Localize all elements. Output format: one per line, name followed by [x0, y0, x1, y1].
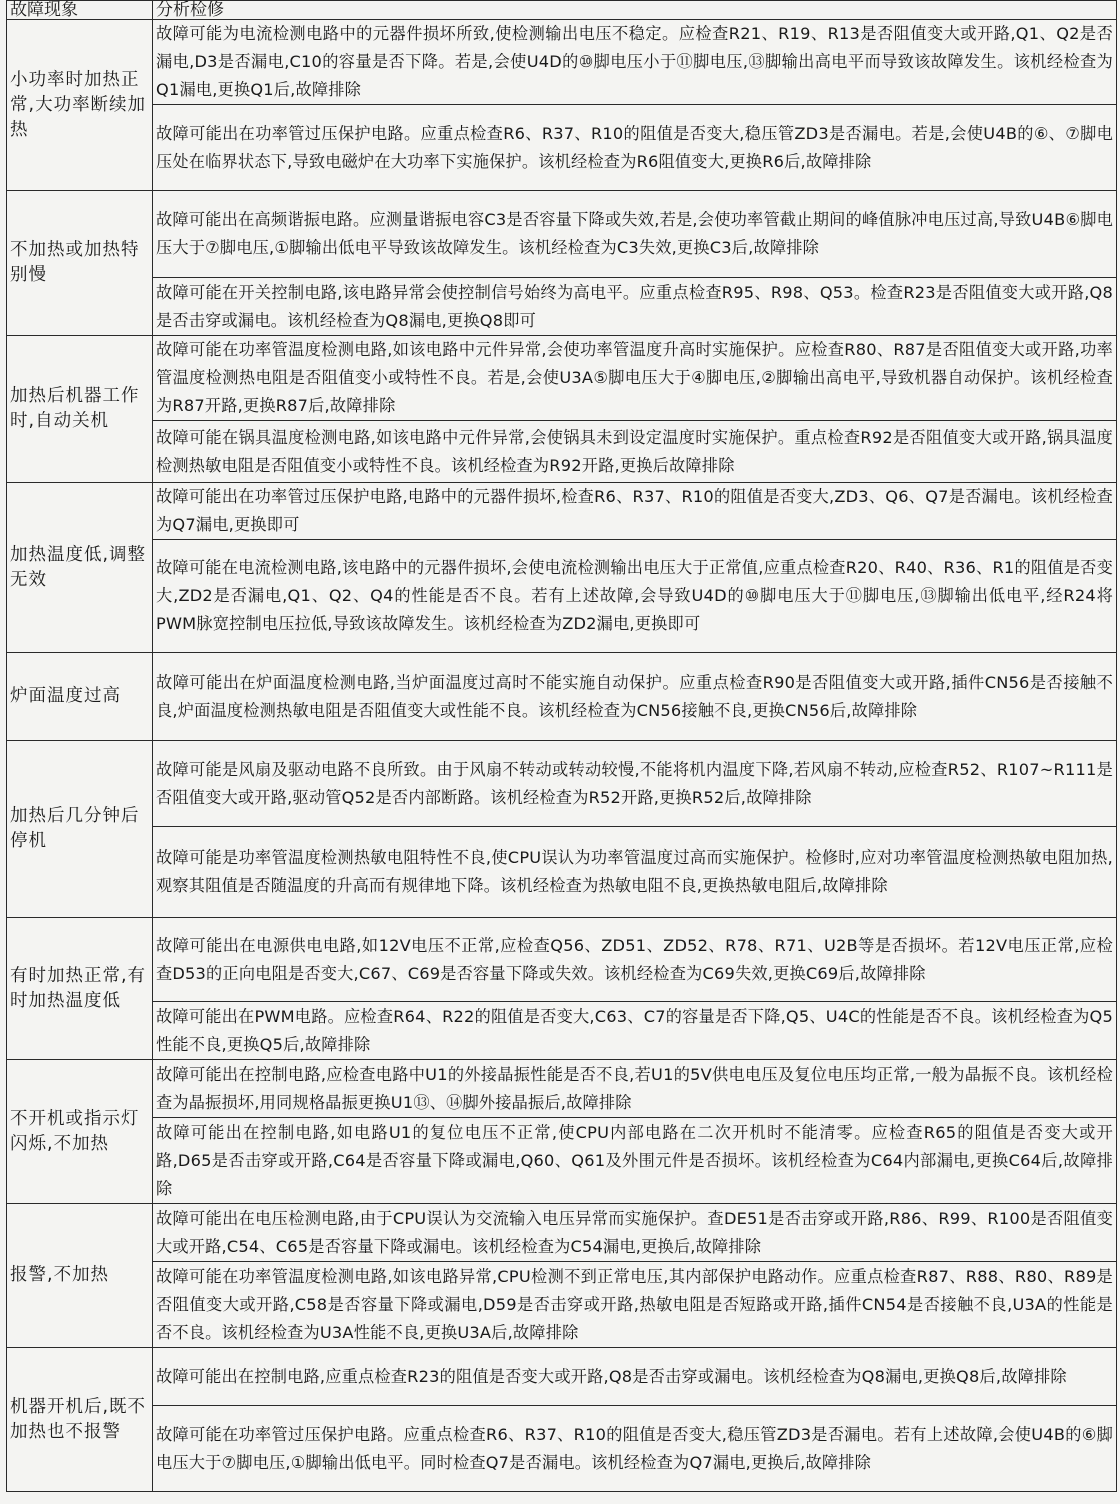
symptom-cell: 机器开机后,既不加热也不报警 [7, 1348, 153, 1492]
table-row [7, 1118, 1117, 1204]
table-row [7, 1262, 1117, 1348]
table-row [7, 1348, 1117, 1406]
table-row [7, 421, 1117, 483]
table-row [7, 918, 1117, 1002]
analysis-cell: 故障可能出在功率管过压保护电路。应重点检查R6、R37、R10的阻值是否变大,稳压管ZD3是否漏电。若是,会使U4B的⑥、⑦脚电压处在临界状态下,导致电磁炉在大功率下实施保护。该机经检查为R6阻值变大,更换R6后,故障排除 [153, 105, 1117, 191]
analysis-cell: 故障可能出在控制电路,应重点检查R23的阻值是否变大或开路,Q8是否击穿或漏电。该机经检查为Q8漏电,更换Q8后,故障排除 [153, 1348, 1117, 1406]
table-row [7, 540, 1117, 653]
analysis-cell: 故障可能出在电压检测电路,由于CPU误认为交流输入电压异常而实施保护。查DE51是否击穿或开路,R86、R99、R100是否阻值变大或开路,C54、C65是否容量下降或漏电。该机经检查为C54漏电,更换后,故障排除 [153, 1204, 1117, 1262]
analysis-cell: 故障可能出在电源供电电路,如12V电压不正常,应检查Q56、ZD51、ZD52、R78、R71、U2B等是否损坏。若12V电压正常,应检查D53的正向电阻是否变大,C67、C69是否容量下降或失效。该机经检查为C69失效,更换C69后,故障排除 [153, 918, 1117, 1002]
table-row [7, 105, 1117, 191]
analysis-cell: 故障可能出在控制电路,如电路U1的复位电压不正常,使CPU内部电路在二次开机时不能清零。应检查R65的阻值是否变大或开路,D65是否击穿或开路,C64是否容量下降或漏电,Q60、Q61及外围元件是否损坏。该机经检查为C64内部漏电,更换C64后,故障排除 [153, 1118, 1117, 1204]
analysis-cell: 故障可能在开关控制电路,该电路异常会使控制信号始终为高电平。应重点检查R95、R98、Q53。检查R23是否阻值变大或开路,Q8是否击穿或漏电。该机经检查为Q8漏电,更换Q8即可 [153, 278, 1117, 336]
table-row [7, 278, 1117, 336]
analysis-cell: 故障可能出在炉面温度检测电路,当炉面温度过高时不能实施自动保护。应重点检查R90是否阻值变大或开路,插件CN56是否接触不良,炉面温度检测热敏电阻是否阻值变大或性能不良。该机经检查为CN56接触不良,更换CN56后,故障排除 [153, 653, 1117, 741]
table-row [7, 1406, 1117, 1492]
analysis-cell: 故障可能在功率管温度检测电路,如该电路中元件异常,会使功率管温度升高时实施保护。应检查R80、R87是否阻值变大或开路,功率管温度检测热电阻是否阻值变小或特性不良。若是,会使U3A⑤脚电压大于④脚电压,②脚输出高电平,导致机器自动保护。该机经检查为R87开路,更换R87后,故障排除 [153, 336, 1117, 421]
symptom-cell: 加热后几分钟后停机 [7, 741, 153, 918]
table-row [7, 483, 1117, 540]
analysis-cell: 故障可能出在控制电路,应检查电路中U1的外接晶振性能是否不良,若U1的5V供电电压及复位电压均正常,一般为晶振不良。该机经检查为晶振损坏,用同规格晶振更换U1⑬、⑭脚外接晶振后,故障排除 [153, 1060, 1117, 1118]
symptom-cell: 不加热或加热特别慢 [7, 191, 153, 336]
table-row [7, 20, 1117, 105]
analysis-cell: 故障可能出在功率管过压保护电路,电路中的元器件损坏,检查R6、R37、R10的阻值是否变大,ZD3、Q6、Q7是否漏电。该机经检查为Q7漏电,更换即可 [153, 483, 1117, 540]
symptom-cell: 不开机或指示灯闪烁,不加热 [7, 1060, 153, 1204]
table-row [7, 741, 1117, 827]
symptom-cell: 加热温度低,调整无效 [7, 483, 153, 653]
table-header-row [7, 1, 1117, 20]
fault-analysis-table [6, 0, 1117, 1492]
table-row [7, 336, 1117, 421]
analysis-cell: 故障可能在电流检测电路,该电路中的元器件损坏,会使电流检测输出电压大于正常值,应重点检查R20、R40、R36、R1的阻值是否变大,ZD2是否漏电,Q1、Q2、Q4的性能是否不良。若有上述故障,会导致U4D的⑩脚电压大于⑪脚电压,⑬脚输出低电平,经R24将PWM脉宽控制电压拉低,导致该故障发生。该机经检查为ZD2漏电,更换即可 [153, 540, 1117, 653]
table-row [7, 653, 1117, 741]
analysis-cell: 故障可能是风扇及驱动电路不良所致。由于风扇不转动或转动较慢,不能将机内温度下降,若风扇不转动,应检查R52、R107~R111是否阻值变大或开路,驱动管Q52是否内部断路。该机经检查为R52开路,更换R52后,故障排除 [153, 741, 1117, 827]
header-analysis: 分析检修 [153, 1, 1117, 20]
table-row [7, 827, 1117, 918]
table-row [7, 1204, 1117, 1262]
symptom-cell: 小功率时加热正常,大功率断续加热 [7, 20, 153, 191]
table-row [7, 191, 1117, 278]
analysis-cell: 故障可能为电流检测电路中的元器件损坏所致,使检测输出电压不稳定。应检查R21、R19、R13是否阻值变大或开路,Q1、Q2是否漏电,D3是否漏电,C10的容量是否下降。若是,会使U4D的⑩脚电压小于⑪脚电压,⑬脚输出高电平而导致该故障发生。该机经检查为Q1漏电,更换Q1后,故障排除 [153, 20, 1117, 105]
symptom-cell: 加热后机器工作时,自动关机 [7, 336, 153, 483]
table-row [7, 1060, 1117, 1118]
analysis-cell: 故障可能在功率管过压保护电路。应重点检查R6、R37、R10的阻值是否变大,稳压管ZD3是否漏电。若有上述故障,会使U4B的⑥脚电压大于⑦脚电压,①脚输出低电平。同时检查Q7是否漏电。该机经检查为Q7漏电,更换后,故障排除 [153, 1406, 1117, 1492]
table-row [7, 1002, 1117, 1060]
analysis-cell: 故障可能在功率管温度检测电路,如该电路异常,CPU检测不到正常电压,其内部保护电路动作。应重点检查R87、R88、R80、R89是否阻值变大或开路,C58是否容量下降或漏电,D59是否击穿或开路,热敏电阻是否短路或开路,插件CN54是否接触不良,U3A的性能是否不良。该机经检查为U3A性能不良,更换U3A后,故障排除 [153, 1262, 1117, 1348]
symptom-cell: 炉面温度过高 [7, 653, 153, 741]
analysis-cell: 故障可能出在高频谐振电路。应测量谐振电容C3是否容量下降或失效,若是,会使功率管截止期间的峰值脉冲电压过高,导致U4B⑥脚电压大于⑦脚电压,①脚输出低电平导致该故障发生。该机经检查为C3失效,更换C3后,故障排除 [153, 191, 1117, 278]
analysis-cell: 故障可能出在PWM电路。应检查R64、R22的阻值是否变大,C63、C7的容量是否下降,Q5、U4C的性能是否不良。该机经检查为Q5性能不良,更换Q5后,故障排除 [153, 1002, 1117, 1060]
analysis-cell: 故障可能在锅具温度检测电路,如该电路中元件异常,会使锅具未到设定温度时实施保护。重点检查R92是否阻值变大或开路,锅具温度检测热敏电阻是否阻值变小或特性不良。该机经检查为R92开路,更换后故障排除 [153, 421, 1117, 483]
symptom-cell: 报警,不加热 [7, 1204, 153, 1348]
analysis-cell: 故障可能是功率管温度检测热敏电阻特性不良,使CPU误认为功率管温度过高而实施保护。检修时,应对功率管温度检测热敏电阻加热,观察其阻值是否随温度的升高而有规律地下降。该机经检查为热敏电阻不良,更换热敏电阻后,故障排除 [153, 827, 1117, 918]
symptom-cell: 有时加热正常,有时加热温度低 [7, 918, 153, 1060]
header-symptom: 故障现象 [7, 1, 153, 20]
